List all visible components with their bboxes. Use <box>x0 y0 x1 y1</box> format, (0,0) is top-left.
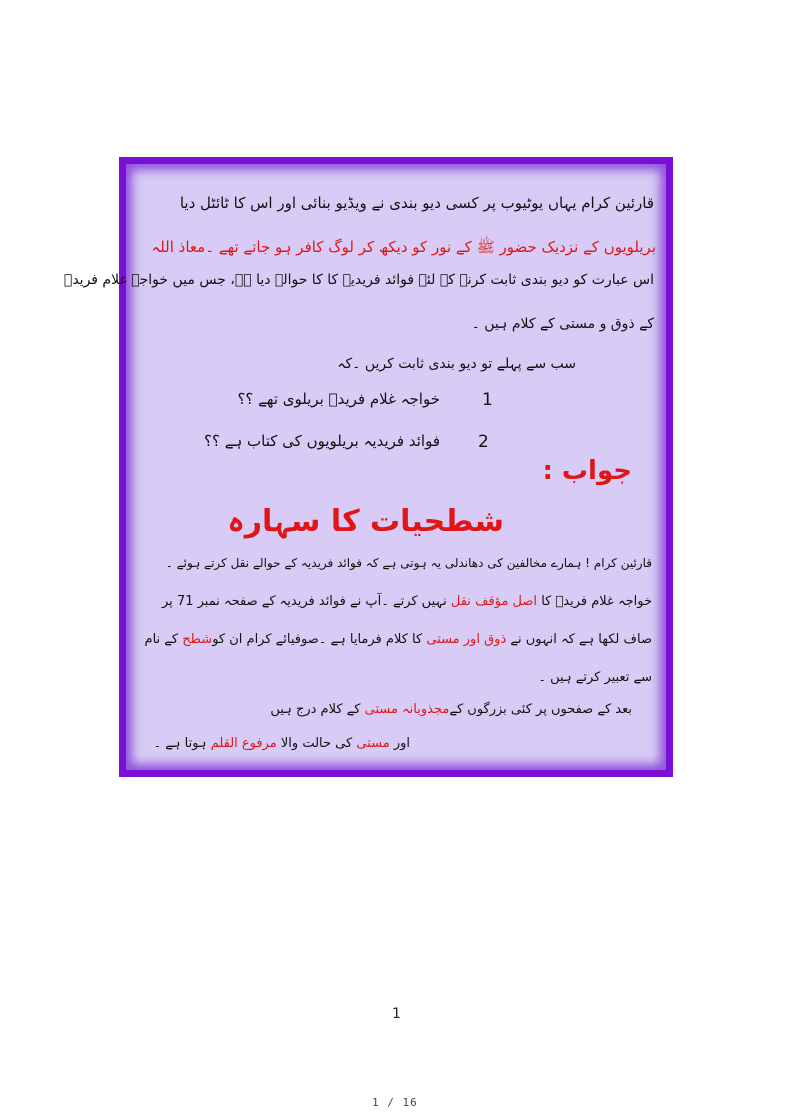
page-counter: 1 / 16 <box>372 1096 418 1109</box>
reference-line: اس عبارت کو دیو بندی ثابت کرنے کے لئے فوائد فریدیہ کا کا حوالہ دیا ہے، جس میں خواجہ غلام فریدؒ <box>63 272 654 288</box>
paragraph-line-3-a: صاف لکھا ہے کہ انہوں نے <box>510 632 652 647</box>
paragraph-line-1: قارئین کرام ! ہمارے مخالفین کی دھاندلی یہ ہوتی ہے کہ فوائد فریدیہ کے حوالے نقل کرتے ہوئے ۔ <box>165 556 652 570</box>
paragraph-line-3-e: کے نام <box>144 632 179 647</box>
paragraph-line-4: سے تعبیر کرتے ہیں ۔ <box>538 670 652 685</box>
paragraph-line-6 <box>154 736 410 751</box>
original-position-highlight: اصل مؤقف نقل <box>450 594 538 609</box>
paragraph-line-5-c: کے کلام درج ہیں <box>270 702 361 717</box>
shatah-highlight: شطح <box>182 632 213 647</box>
paragraph-line-5-a: بعد کے صفحوں پر کئی بزرگوں کے <box>449 702 632 717</box>
paragraph-line-3-c: کا کلام فرمایا ہے ۔صوفیائے کرام ان کو <box>212 632 423 647</box>
answer-label: جواب : <box>542 456 632 486</box>
intro-line: قارئین کرام یہاں یوٹیوب پر کسی دیو بندی نے ویڈیو بنائی اور اس کا ٹائٹل دیا <box>179 194 654 212</box>
paragraph-line-6-e: ہوتا ہے ۔ <box>153 736 207 751</box>
question-2-text: فوائد فریدیہ بریلویوں کی کتاب ہے ؟؟ <box>204 432 440 450</box>
question-2-number: 2 <box>478 432 489 452</box>
paragraph-line-2-c: نہیں کرتے ۔آپ نے فوائد فریدیہ کے صفحہ نمبر 71 پر <box>162 594 447 609</box>
paragraph-line-6-a: اور <box>393 736 410 751</box>
page-number: 1 <box>392 1006 401 1022</box>
video-title-line: بریلویوں کے نزدیک حضور ﷺ کے نور کو دیکھ کر لوگ کافر ہو جاتے تھے ۔معاذ اللہ <box>151 238 656 256</box>
zauq-masti-highlight: ذوق اور مستی <box>426 632 507 647</box>
question-1-text: خواجہ غلام فریدؒ بریلوی تھے ؟؟ <box>237 390 440 408</box>
paragraph-line-2 <box>162 594 652 609</box>
paragraph-line-6-c: کی حالت والا <box>280 736 353 751</box>
masti-highlight: مستی <box>356 736 390 751</box>
prove-first-line: سب سے پہلے تو دیو بندی ثابت کریں ۔کہ <box>337 356 576 372</box>
section-heading: شطحیات کا سہارہ <box>227 504 504 539</box>
majzoob-highlight: مجذوبانہ مستی <box>364 702 450 717</box>
marfoo-ul-qalam-highlight: مرفوع القلم <box>210 736 277 751</box>
reference-line-continued: کے ذوق و مستی کے کلام ہیں ۔ <box>471 316 654 332</box>
paragraph-line-2-a: خواجہ غلام فریدؒ کا <box>541 594 652 609</box>
paragraph-line-5 <box>270 702 632 717</box>
content-panel <box>63 164 666 770</box>
content-frame <box>63 157 673 777</box>
question-1-number: 1 <box>482 390 493 410</box>
paragraph-line-3 <box>145 632 652 647</box>
